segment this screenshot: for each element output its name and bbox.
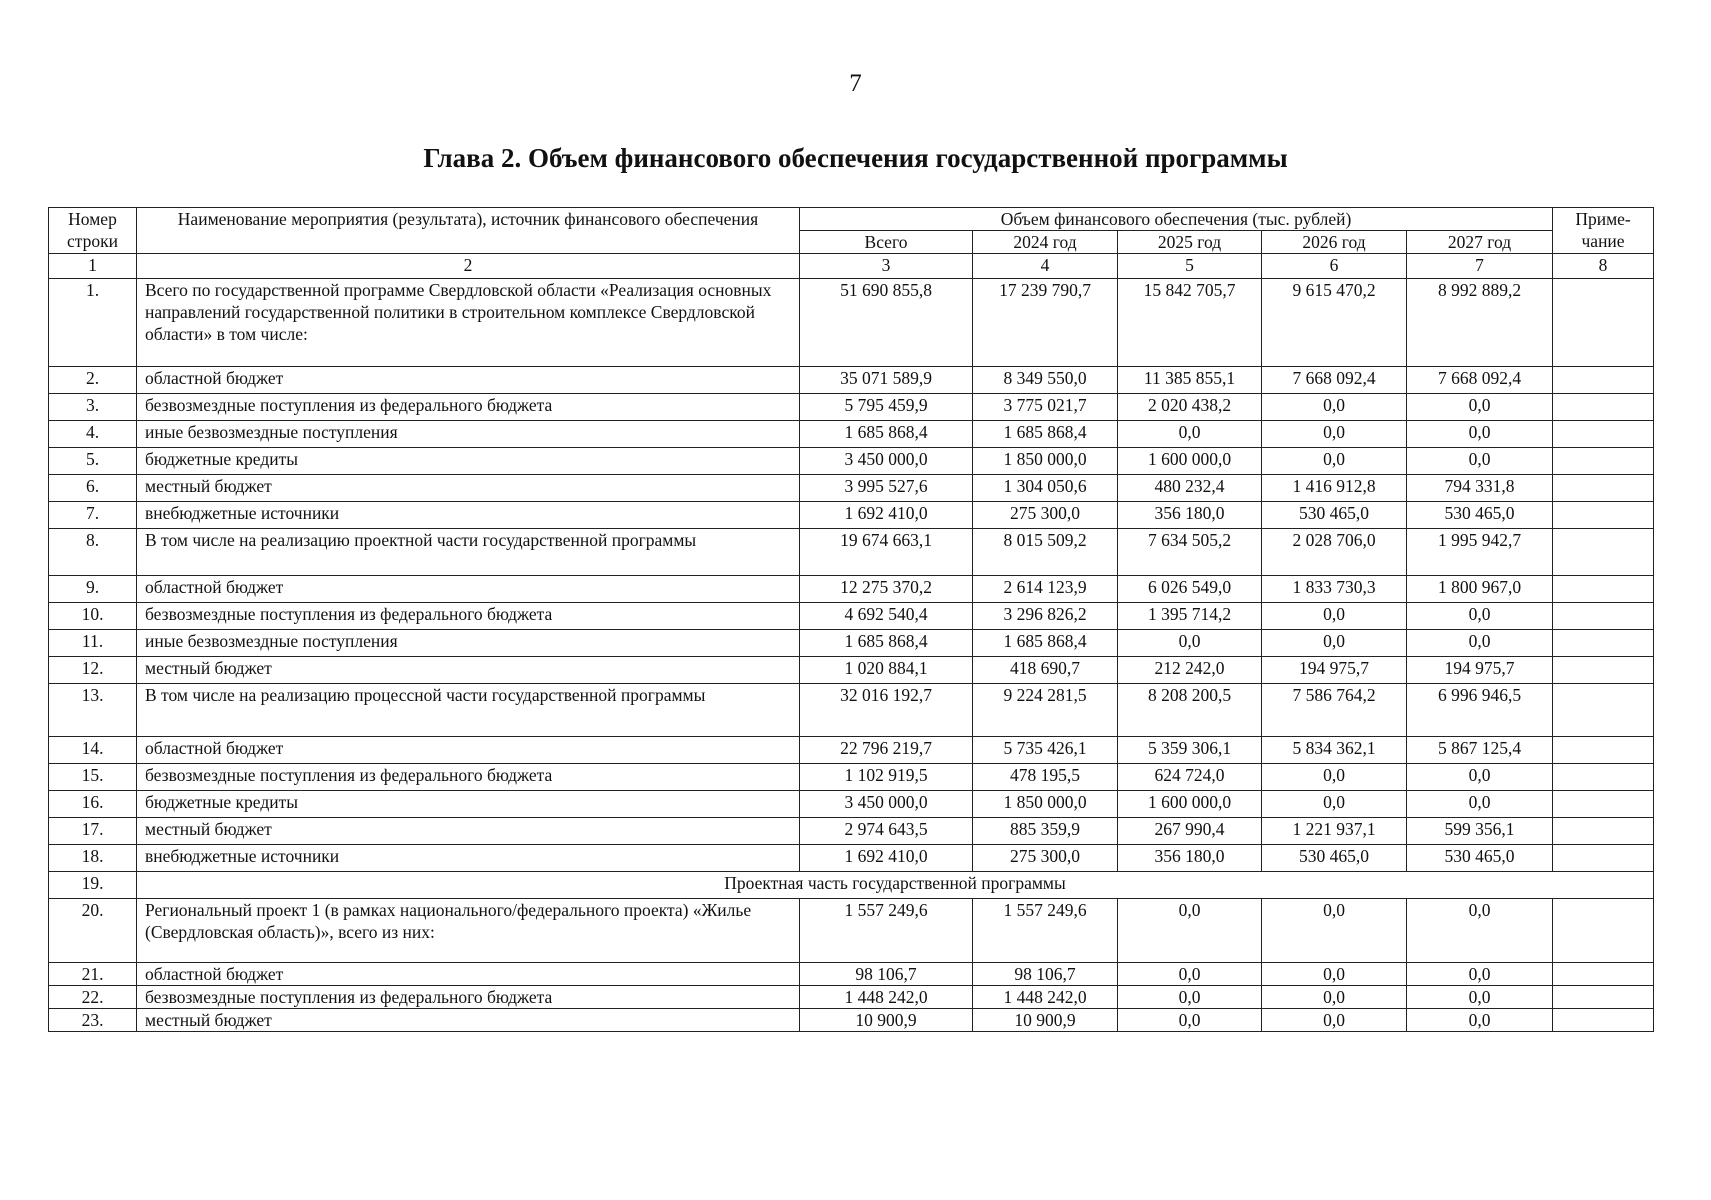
row-number: 16. — [49, 791, 137, 818]
note-cell — [1553, 502, 1654, 529]
value-y2026: 9 615 470,2 — [1262, 279, 1407, 367]
value-total: 1 020 884,1 — [800, 657, 973, 684]
note-cell — [1553, 448, 1654, 475]
value-y2026: 530 465,0 — [1262, 502, 1407, 529]
value-total: 3 450 000,0 — [800, 791, 973, 818]
value-total: 22 796 219,7 — [800, 737, 973, 764]
note-cell — [1553, 529, 1654, 576]
note-cell — [1553, 818, 1654, 845]
value-y2027: 7 668 092,4 — [1407, 367, 1553, 394]
table-row — [49, 502, 1654, 529]
value-y2027: 0,0 — [1407, 899, 1553, 963]
value-y2025: 0,0 — [1118, 421, 1262, 448]
value-y2025: 5 359 306,1 — [1118, 737, 1262, 764]
value-y2025: 1 600 000,0 — [1118, 791, 1262, 818]
section-title: Проектная часть государственной программы — [137, 872, 1654, 899]
item-name: В том числе на реализацию проектной части государственной программы — [137, 529, 800, 576]
value-y2025: 0,0 — [1118, 630, 1262, 657]
value-y2027: 1 995 942,7 — [1407, 529, 1553, 576]
value-y2024: 8 349 550,0 — [973, 367, 1118, 394]
item-name: В том числе на реализацию процессной части государственной программы — [137, 684, 800, 737]
value-y2024: 2 614 123,9 — [973, 576, 1118, 603]
note-cell — [1553, 576, 1654, 603]
header-row-1 — [49, 208, 1654, 231]
row-number: 5. — [49, 448, 137, 475]
row-number: 6. — [49, 475, 137, 502]
note-cell — [1553, 764, 1654, 791]
row-number: 9. — [49, 576, 137, 603]
value-y2025: 624 724,0 — [1118, 764, 1262, 791]
header-volume: Объем финансового обеспечения (тыс. рублей) — [800, 208, 1553, 231]
value-y2027: 0,0 — [1407, 394, 1553, 421]
header-2027: 2027 год — [1407, 231, 1553, 254]
note-cell — [1553, 475, 1654, 502]
item-name: бюджетные кредиты — [137, 791, 800, 818]
value-y2026: 0,0 — [1262, 899, 1407, 963]
table-row — [49, 630, 1654, 657]
column-number: 2 — [137, 254, 800, 279]
item-name: внебюджетные источники — [137, 502, 800, 529]
column-number: 6 — [1262, 254, 1407, 279]
value-total: 98 106,7 — [800, 963, 973, 986]
value-y2024: 1 685 868,4 — [973, 421, 1118, 448]
value-y2026: 0,0 — [1262, 764, 1407, 791]
table-row — [49, 576, 1654, 603]
row-number: 4. — [49, 421, 137, 448]
value-y2026: 0,0 — [1262, 963, 1407, 986]
table-row — [49, 279, 1654, 367]
value-y2026: 530 465,0 — [1262, 845, 1407, 872]
value-y2024: 1 685 868,4 — [973, 630, 1118, 657]
value-total: 4 692 540,4 — [800, 603, 973, 630]
item-name: бюджетные кредиты — [137, 448, 800, 475]
row-number: 7. — [49, 502, 137, 529]
row-number: 19. — [49, 872, 137, 899]
value-total: 1 692 410,0 — [800, 502, 973, 529]
value-y2025: 6 026 549,0 — [1118, 576, 1262, 603]
value-y2026: 0,0 — [1262, 448, 1407, 475]
value-y2027: 0,0 — [1407, 764, 1553, 791]
table-row — [49, 529, 1654, 576]
item-name: безвозмездные поступления из федерального бюджета — [137, 603, 800, 630]
note-cell — [1553, 737, 1654, 764]
row-number: 22. — [49, 986, 137, 1009]
value-y2027: 0,0 — [1407, 448, 1553, 475]
item-name: Региональный проект 1 (в рамках национального/федерального проекта) «Жилье (Свердловская область)», всего из них: — [137, 899, 800, 963]
value-y2026: 5 834 362,1 — [1262, 737, 1407, 764]
value-y2027: 194 975,7 — [1407, 657, 1553, 684]
row-number: 18. — [49, 845, 137, 872]
value-total: 1 448 242,0 — [800, 986, 973, 1009]
table-row — [49, 657, 1654, 684]
value-y2025: 11 385 855,1 — [1118, 367, 1262, 394]
item-name: безвозмездные поступления из федерального бюджета — [137, 986, 800, 1009]
item-name: безвозмездные поступления из федерального бюджета — [137, 764, 800, 791]
value-y2024: 275 300,0 — [973, 845, 1118, 872]
value-total: 1 557 249,6 — [800, 899, 973, 963]
value-y2024: 17 239 790,7 — [973, 279, 1118, 367]
column-number: 8 — [1553, 254, 1654, 279]
value-total: 1 692 410,0 — [800, 845, 973, 872]
value-y2024: 3 775 021,7 — [973, 394, 1118, 421]
value-y2024: 1 850 000,0 — [973, 791, 1118, 818]
table-row — [49, 448, 1654, 475]
value-total: 12 275 370,2 — [800, 576, 973, 603]
note-cell — [1553, 791, 1654, 818]
value-y2027: 0,0 — [1407, 963, 1553, 986]
table-row — [49, 791, 1654, 818]
value-total: 5 795 459,9 — [800, 394, 973, 421]
value-y2024: 3 296 826,2 — [973, 603, 1118, 630]
value-y2027: 0,0 — [1407, 603, 1553, 630]
value-y2026: 0,0 — [1262, 394, 1407, 421]
value-total: 1 685 868,4 — [800, 421, 973, 448]
value-y2026: 1 416 912,8 — [1262, 475, 1407, 502]
value-y2025: 212 242,0 — [1118, 657, 1262, 684]
value-y2027: 8 992 889,2 — [1407, 279, 1553, 367]
value-y2025: 1 600 000,0 — [1118, 448, 1262, 475]
table-row — [49, 475, 1654, 502]
value-total: 1 102 919,5 — [800, 764, 973, 791]
table-row — [49, 367, 1654, 394]
note-cell — [1553, 630, 1654, 657]
header-note: Приме-чание — [1553, 208, 1654, 254]
column-number: 3 — [800, 254, 973, 279]
value-y2027: 0,0 — [1407, 986, 1553, 1009]
value-total: 3 995 527,6 — [800, 475, 973, 502]
value-y2026: 1 221 937,1 — [1262, 818, 1407, 845]
value-y2024: 1 850 000,0 — [973, 448, 1118, 475]
item-name: иные безвозмездные поступления — [137, 630, 800, 657]
item-name: Всего по государственной программе Свердловской области «Реализация основных направлений государственной политики в строительном комплексе Свердловской области» в том числе: — [137, 279, 800, 367]
note-cell — [1553, 986, 1654, 1009]
value-y2025: 0,0 — [1118, 1009, 1262, 1032]
value-y2025: 7 634 505,2 — [1118, 529, 1262, 576]
page-number: 7 — [849, 70, 862, 97]
row-number: 1. — [49, 279, 137, 367]
value-y2024: 8 015 509,2 — [973, 529, 1118, 576]
table-row — [49, 845, 1654, 872]
value-y2024: 98 106,7 — [973, 963, 1118, 986]
note-cell — [1553, 1009, 1654, 1032]
value-total: 35 071 589,9 — [800, 367, 973, 394]
value-total: 51 690 855,8 — [800, 279, 973, 367]
value-y2025: 480 232,4 — [1118, 475, 1262, 502]
row-number: 14. — [49, 737, 137, 764]
row-number: 10. — [49, 603, 137, 630]
item-name: областной бюджет — [137, 367, 800, 394]
note-cell — [1553, 394, 1654, 421]
header-name: Наименование мероприятия (результата), источник финансового обеспечения — [137, 208, 800, 254]
value-y2027: 0,0 — [1407, 1009, 1553, 1032]
item-name: безвозмездные поступления из федерального бюджета — [137, 394, 800, 421]
value-total: 10 900,9 — [800, 1009, 973, 1032]
item-name: местный бюджет — [137, 657, 800, 684]
column-number: 5 — [1118, 254, 1262, 279]
value-y2025: 267 990,4 — [1118, 818, 1262, 845]
header-row-number: Номер строки — [49, 208, 137, 254]
value-y2026: 7 586 764,2 — [1262, 684, 1407, 737]
note-cell — [1553, 657, 1654, 684]
item-name: внебюджетные источники — [137, 845, 800, 872]
item-name: местный бюджет — [137, 818, 800, 845]
value-y2026: 194 975,7 — [1262, 657, 1407, 684]
value-y2025: 0,0 — [1118, 899, 1262, 963]
value-y2024: 9 224 281,5 — [973, 684, 1118, 737]
value-y2025: 0,0 — [1118, 963, 1262, 986]
table-row — [49, 421, 1654, 448]
item-name: областной бюджет — [137, 737, 800, 764]
value-y2025: 0,0 — [1118, 986, 1262, 1009]
table-row — [49, 737, 1654, 764]
table-row — [49, 603, 1654, 630]
value-y2027: 599 356,1 — [1407, 818, 1553, 845]
value-total: 19 674 663,1 — [800, 529, 973, 576]
value-y2024: 418 690,7 — [973, 657, 1118, 684]
value-y2026: 0,0 — [1262, 630, 1407, 657]
value-y2024: 885 359,9 — [973, 818, 1118, 845]
row-number: 23. — [49, 1009, 137, 1032]
column-number: 1 — [49, 254, 137, 279]
value-y2025: 356 180,0 — [1118, 845, 1262, 872]
value-y2024: 275 300,0 — [973, 502, 1118, 529]
table-row — [49, 764, 1654, 791]
row-number: 17. — [49, 818, 137, 845]
value-y2027: 794 331,8 — [1407, 475, 1553, 502]
value-y2027: 530 465,0 — [1407, 845, 1553, 872]
item-name: областной бюджет — [137, 576, 800, 603]
value-y2025: 15 842 705,7 — [1118, 279, 1262, 367]
value-y2024: 1 304 050,6 — [973, 475, 1118, 502]
row-number: 13. — [49, 684, 137, 737]
header-total: Всего — [800, 231, 973, 254]
value-y2024: 1 448 242,0 — [973, 986, 1118, 1009]
table-row — [49, 818, 1654, 845]
item-name: местный бюджет — [137, 1009, 800, 1032]
financing-table — [48, 207, 1654, 1032]
value-y2027: 6 996 946,5 — [1407, 684, 1553, 737]
value-y2026: 2 028 706,0 — [1262, 529, 1407, 576]
value-y2027: 1 800 967,0 — [1407, 576, 1553, 603]
value-y2026: 7 668 092,4 — [1262, 367, 1407, 394]
note-cell — [1553, 279, 1654, 367]
value-y2026: 0,0 — [1262, 791, 1407, 818]
column-number: 4 — [973, 254, 1118, 279]
value-y2024: 5 735 426,1 — [973, 737, 1118, 764]
value-total: 32 016 192,7 — [800, 684, 973, 737]
value-y2027: 530 465,0 — [1407, 502, 1553, 529]
row-number: 15. — [49, 764, 137, 791]
row-number: 12. — [49, 657, 137, 684]
table-row — [49, 963, 1654, 986]
value-y2027: 5 867 125,4 — [1407, 737, 1553, 764]
table-row — [49, 872, 1654, 899]
note-cell — [1553, 963, 1654, 986]
row-number: 8. — [49, 529, 137, 576]
value-y2024: 478 195,5 — [973, 764, 1118, 791]
value-y2026: 0,0 — [1262, 986, 1407, 1009]
note-cell — [1553, 845, 1654, 872]
row-number: 3. — [49, 394, 137, 421]
table-row — [49, 684, 1654, 737]
value-y2024: 10 900,9 — [973, 1009, 1118, 1032]
item-name: иные безвозмездные поступления — [137, 421, 800, 448]
column-number: 7 — [1407, 254, 1553, 279]
note-cell — [1553, 367, 1654, 394]
value-y2027: 0,0 — [1407, 791, 1553, 818]
row-number: 20. — [49, 899, 137, 963]
value-y2026: 0,0 — [1262, 603, 1407, 630]
value-y2025: 1 395 714,2 — [1118, 603, 1262, 630]
table-row — [49, 394, 1654, 421]
value-y2026: 0,0 — [1262, 421, 1407, 448]
table-row — [49, 1009, 1654, 1032]
column-number-row — [49, 254, 1654, 279]
table-row — [49, 986, 1654, 1009]
note-cell — [1553, 899, 1654, 963]
value-y2027: 0,0 — [1407, 630, 1553, 657]
item-name: областной бюджет — [137, 963, 800, 986]
note-cell — [1553, 603, 1654, 630]
value-y2026: 0,0 — [1262, 1009, 1407, 1032]
row-number: 2. — [49, 367, 137, 394]
chapter-heading: Глава 2. Объем финансового обеспечения государственной программы — [423, 143, 1288, 173]
item-name: местный бюджет — [137, 475, 800, 502]
value-y2025: 8 208 200,5 — [1118, 684, 1262, 737]
row-number: 21. — [49, 963, 137, 986]
value-y2024: 1 557 249,6 — [973, 899, 1118, 963]
value-y2027: 0,0 — [1407, 421, 1553, 448]
value-total: 3 450 000,0 — [800, 448, 973, 475]
value-total: 1 685 868,4 — [800, 630, 973, 657]
table-row — [49, 899, 1654, 963]
header-2026: 2026 год — [1262, 231, 1407, 254]
row-number: 11. — [49, 630, 137, 657]
note-cell — [1553, 421, 1654, 448]
header-2025: 2025 год — [1118, 231, 1262, 254]
header-2024: 2024 год — [973, 231, 1118, 254]
value-y2026: 1 833 730,3 — [1262, 576, 1407, 603]
value-y2025: 356 180,0 — [1118, 502, 1262, 529]
value-y2025: 2 020 438,2 — [1118, 394, 1262, 421]
note-cell — [1553, 684, 1654, 737]
value-total: 2 974 643,5 — [800, 818, 973, 845]
